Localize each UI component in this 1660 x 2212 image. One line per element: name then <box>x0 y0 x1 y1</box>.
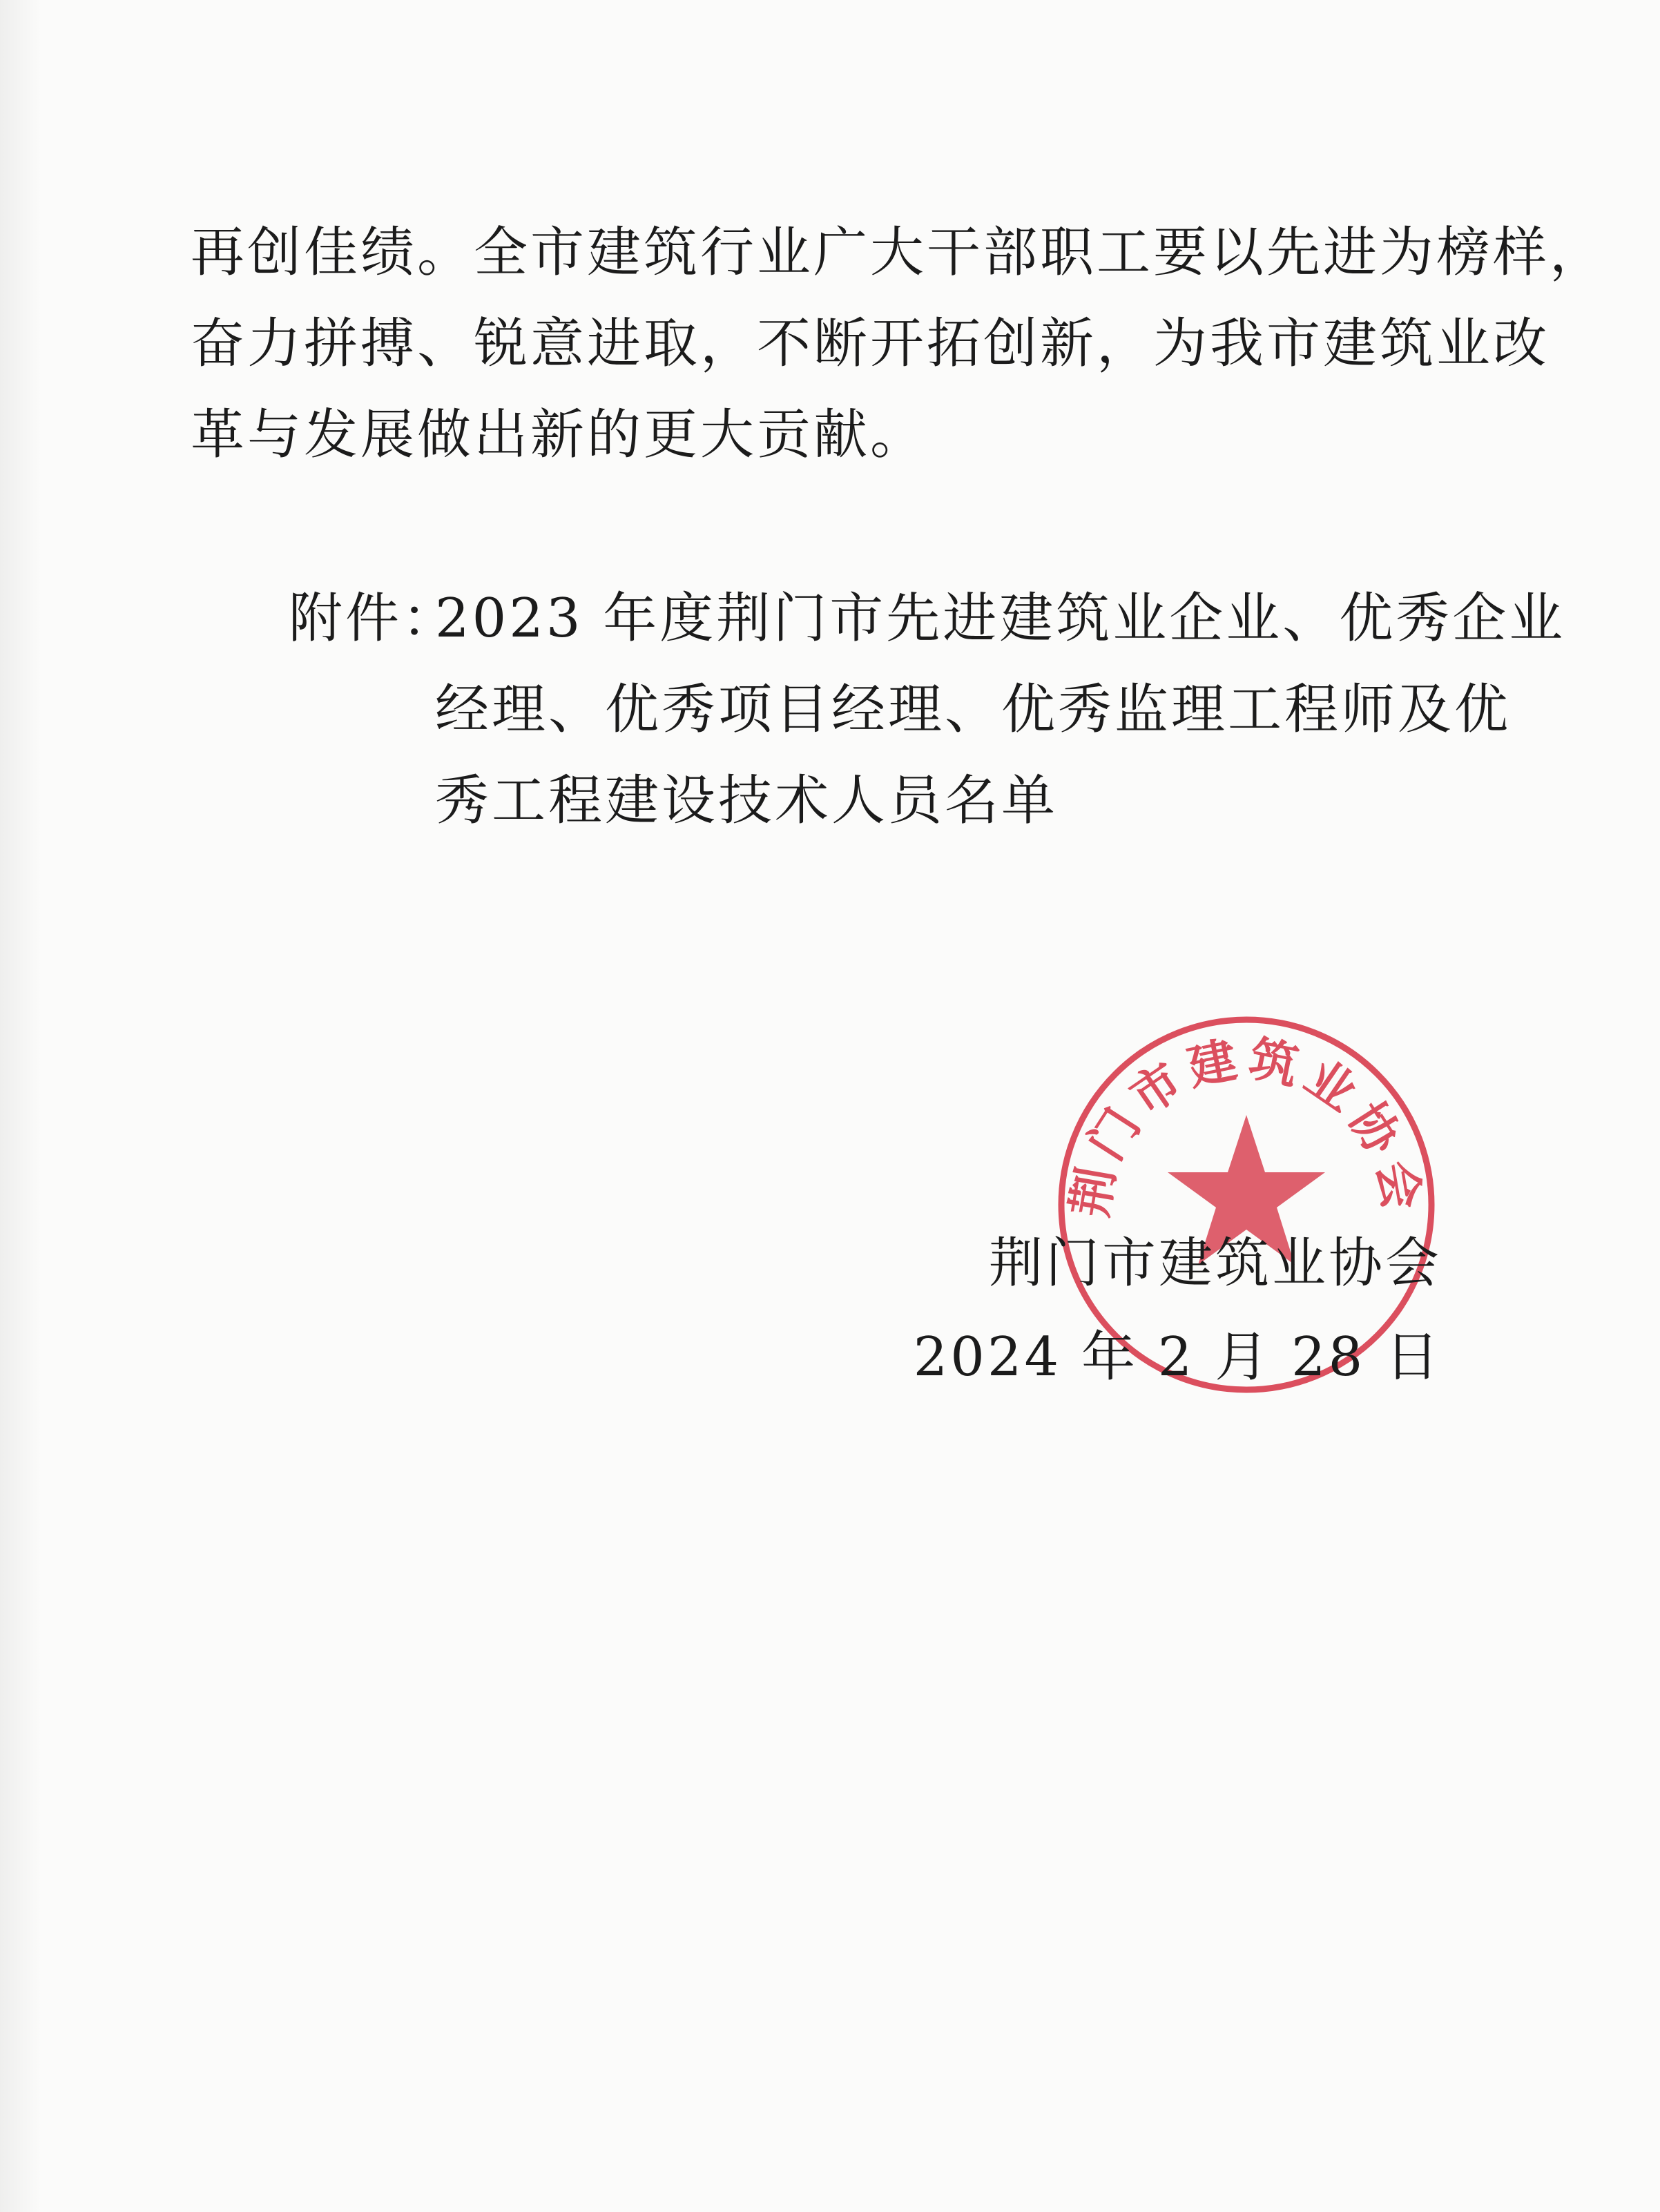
attachment-title <box>435 573 1566 846</box>
body-line: 再创佳绩。全市建筑行业广大干部职工要以先进为榜样， <box>191 222 1607 284</box>
signature-date: 2024 年 2 月 28 日 <box>913 1326 1442 1388</box>
attachment-line: 经理、优秀项目经理、优秀监理工程师及优 <box>435 679 1512 741</box>
signature-block <box>914 1216 1442 1404</box>
attachment-line: 秀工程建设技术人员名单 <box>435 770 1059 832</box>
body-paragraph <box>191 207 1607 481</box>
attachment-line: 2023 年度荆门市先进建筑业企业、优秀企业 <box>435 588 1566 650</box>
seal-text: 荆门市建筑业协会 <box>1061 1029 1432 1221</box>
body-line: 革与发展做出新的更大贡献。 <box>191 404 927 466</box>
attachment-label: 附件： <box>289 588 459 650</box>
signature-organization: 荆门市建筑业协会 <box>988 1232 1442 1294</box>
body-line: 奋力拼搏、锐意进取，不断开拓创新，为我市建筑业改 <box>191 313 1550 375</box>
page-edge-shadow <box>0 0 41 2212</box>
